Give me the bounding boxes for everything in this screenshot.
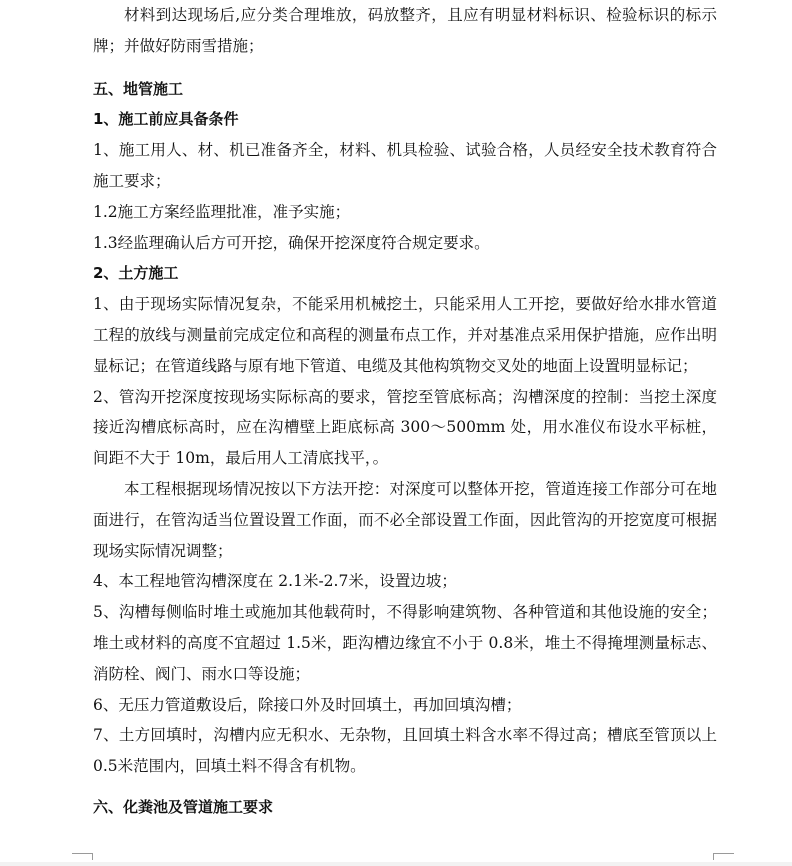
paragraph-material-storage: 材料到达现场后,应分类合理堆放，码放整齐，且应有明显材料标识、检验标识的标示牌；并做好防雨雪措施； xyxy=(93,6,717,55)
page-corner-mark-right xyxy=(713,853,734,860)
paragraph-spoil-pile: 5、沟槽每侧临时堆土或施加其他载荷时，不得影响建筑物、各种管道和其他设施的安全；堆土或材料的高度不宜超过 1.5米，距沟槽边缘宜不小于 0.8米，堆土不得掩埋测量标志、消防栓、阀门、雨水口等设施； xyxy=(93,603,717,683)
document-page xyxy=(93,0,717,823)
heading-earthwork: 2、土方施工 xyxy=(93,264,179,283)
page-corner-mark-left xyxy=(72,853,93,860)
paragraph-preparation: 1、施工用人、材、机已准备齐全，材料、机具检验、试验合格，人员经安全技术教育符合施工要求； xyxy=(93,141,717,190)
paragraph-trench-slope: 4、本工程地管沟槽深度在 2.1米-2.7米，设置边坡； xyxy=(93,572,457,591)
paragraph-trench-depth: 2、管沟开挖深度按现场实际标高的要求，管挖至管底标高；沟槽深度的控制：当挖土深度接近沟槽底标高时，应在沟槽壁上距底标高 300～500mm 处，用水准仪布设水平标桩，间距不大于 10m，最后用人工清底找平，。 xyxy=(93,387,717,468)
paragraph-backfill: 6、无压力管道敷设后，除接口外及时回填土，再加回填沟槽； xyxy=(93,695,522,714)
paragraph-plan-approval: 1.2施工方案经监理批准，准予实施； xyxy=(93,202,351,221)
paragraph-manual-excavation: 1、由于现场实际情况复杂，不能采用机械挖土，只能采用人工开挖，要做好给水排水管道工程的放线与测量前完成定位和高程的测量布点工作，并对基准点采用保护措施，应作出明显标记；在管道线路与原有地下管道、电缆及其他构筑物交叉处的地面上设置明显标记； xyxy=(93,295,717,375)
page-bottom-edge xyxy=(0,862,792,866)
paragraph-backfill-requirements: 7、土方回填时，沟槽内应无积水、无杂物，且回填土料含水率不得过高；槽底至管顶以上 0.5米范围内，回填土料不得含有机物。 xyxy=(93,726,717,776)
heading-preconditions: 1、施工前应具备条件 xyxy=(93,110,239,129)
heading-section-6: 六、化粪池及管道施工要求 xyxy=(93,797,274,816)
paragraph-excavation-confirmation: 1.3经监理确认后方可开挖，确保开挖深度符合规定要求。 xyxy=(93,233,490,252)
paragraph-excavation-method: 本工程根据现场情况按以下方法开挖：对深度可以整体开挖，管道连接工作部分可在地面进行，在管沟适当位置设置工作面，而不必全部设置工作面，因此管沟的开挖宽度可根据现场实际情况调整； xyxy=(93,479,717,560)
heading-section-5: 五、地管施工 xyxy=(93,79,184,98)
